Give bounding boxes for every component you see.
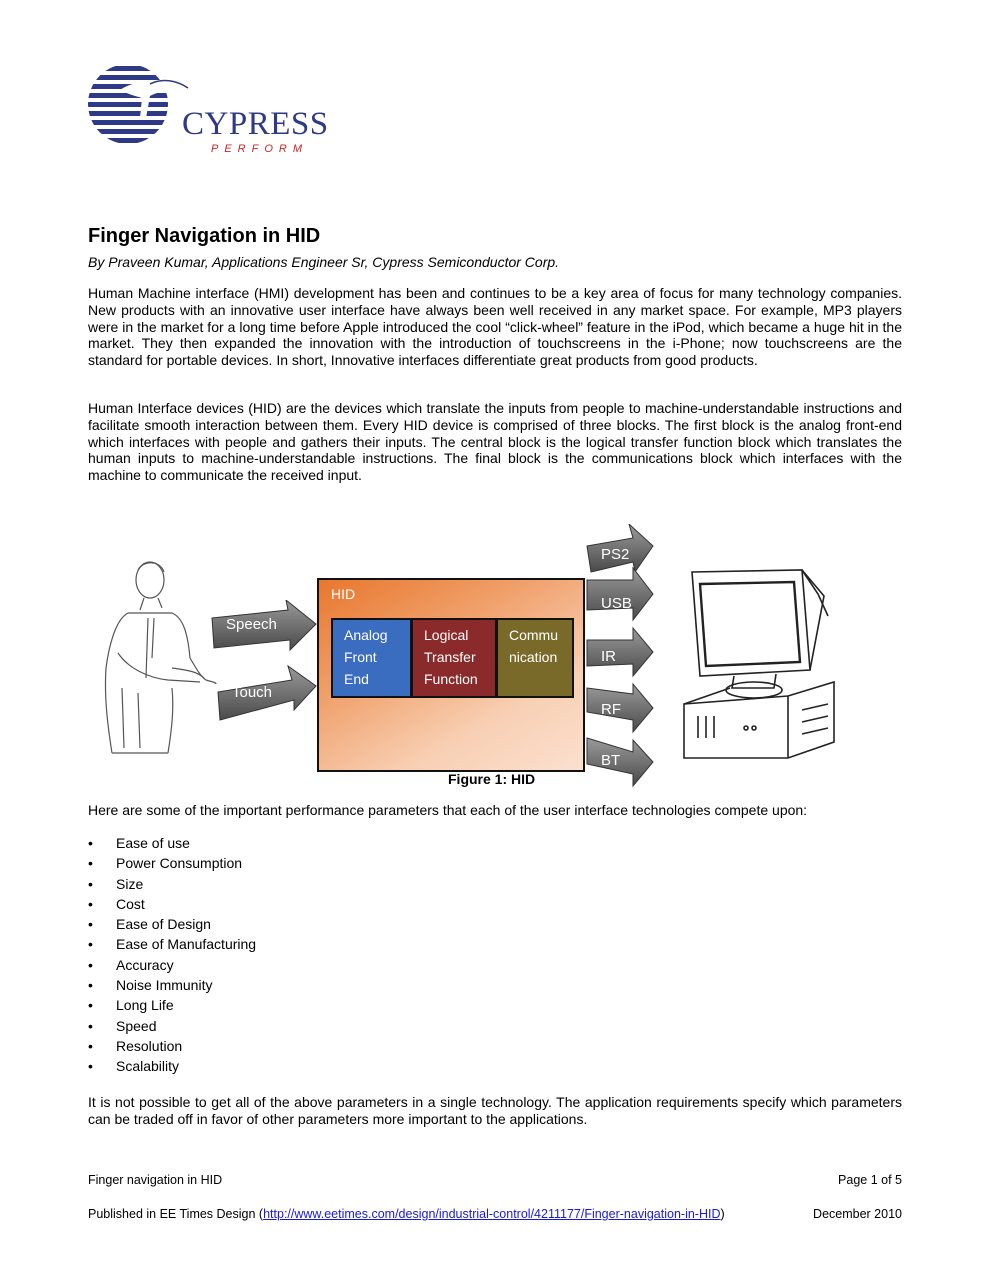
paragraph-hid: Human Interface devices (HID) are the devices which translate the inputs from people to machine-understandable instructions and facilitate smooth interaction between them. Every HID device is comprised of three blocks. The first block is the analog front-end which interfaces with people and gathers their inputs. The central block is the logical transfer function block which translates the human inputs to machine-understandable instructions. The final block is the communications block which interfaces with the machine to communicate the received input.	[88, 400, 902, 484]
communication-block: Commu nication	[496, 618, 574, 698]
hid-figure	[80, 520, 840, 790]
hid-box	[317, 578, 585, 772]
ir-arrow	[587, 628, 653, 676]
article-byline: By Praveen Kumar, Applications Engineer Sr, Cypress Semiconductor Corp.	[88, 254, 560, 270]
cypress-logo	[80, 62, 329, 162]
ps2-label: PS2	[601, 546, 630, 563]
usb-label: USB	[601, 595, 632, 612]
footer-published	[88, 1207, 725, 1221]
list-item: • Cost	[88, 895, 256, 915]
paragraph-hmi: Human Machine interface (HMI) development has been and continues to be a key area of focus for many technology companies. New products with an innovative user interface have always been well received in any market space. For example, MP3 players were in the market for a long time before Apple introduced the cool “click-wheel” feature in the iPod, which became a huge hit in the market. They then expanded the innovation with the introduction of touchscreens in the i-Phone; now touchscreens are the standard for portable devices. In short, Innovative interfaces differentiate great products from good products.	[88, 285, 902, 369]
list-item: • Resolution	[88, 1037, 256, 1057]
list-item: • Ease of Design	[88, 915, 256, 935]
figure-caption: Figure 1: HID	[448, 771, 536, 787]
usb-arrow	[587, 568, 653, 620]
published-suffix: )	[720, 1207, 725, 1221]
footer-doc-title: Finger navigation in HID	[88, 1173, 223, 1187]
logo-tagline: PERFORM	[211, 143, 308, 155]
list-item: • Ease of use	[88, 834, 256, 854]
computer-illustration	[678, 566, 838, 766]
logical-transfer-function-block: Logical Transfer Function	[411, 618, 497, 698]
parameters-list	[88, 834, 256, 1078]
cypress-tree-icon	[80, 62, 190, 157]
list-item: • Scalability	[88, 1057, 256, 1077]
article-title: Finger Navigation in HID	[88, 225, 321, 247]
list-item: • Ease of Manufacturing	[88, 935, 256, 955]
bt-label: BT	[601, 752, 621, 769]
list-item: • Noise Immunity	[88, 976, 256, 996]
ir-label: IR	[601, 648, 616, 665]
parameters-intro: Here are some of the important performance parameters that each of the user interface technologies compete upon:	[88, 802, 808, 818]
speech-label: Speech	[226, 616, 277, 633]
rf-label: RF	[601, 701, 621, 718]
logo-wordmark: CYPRESS	[182, 106, 329, 142]
published-prefix: Published in EE Times Design (	[88, 1207, 264, 1221]
list-item: • Speed	[88, 1017, 256, 1037]
list-item: • Long Life	[88, 996, 256, 1016]
list-item: • Accuracy	[88, 956, 256, 976]
list-item: • Size	[88, 875, 256, 895]
paragraph-tradeoffs: It is not possible to get all of the above parameters in a single technology. The application requirements specify which parameters can be traded off in favor of other parameters more important to the applications.	[88, 1094, 902, 1127]
footer-date: December 2010	[813, 1207, 902, 1221]
touch-label: Touch	[232, 684, 273, 701]
eetimes-link[interactable]: http://www.eetimes.com/design/industrial-control/4211177/Finger-navigation-in-HID	[263, 1207, 721, 1221]
list-item: • Power Consumption	[88, 854, 256, 874]
person-illustration	[88, 558, 218, 758]
footer-page-number: Page 1 of 5	[838, 1173, 902, 1187]
analog-front-end-block: Analog Front End	[331, 618, 412, 698]
hid-label: HID	[331, 586, 356, 602]
